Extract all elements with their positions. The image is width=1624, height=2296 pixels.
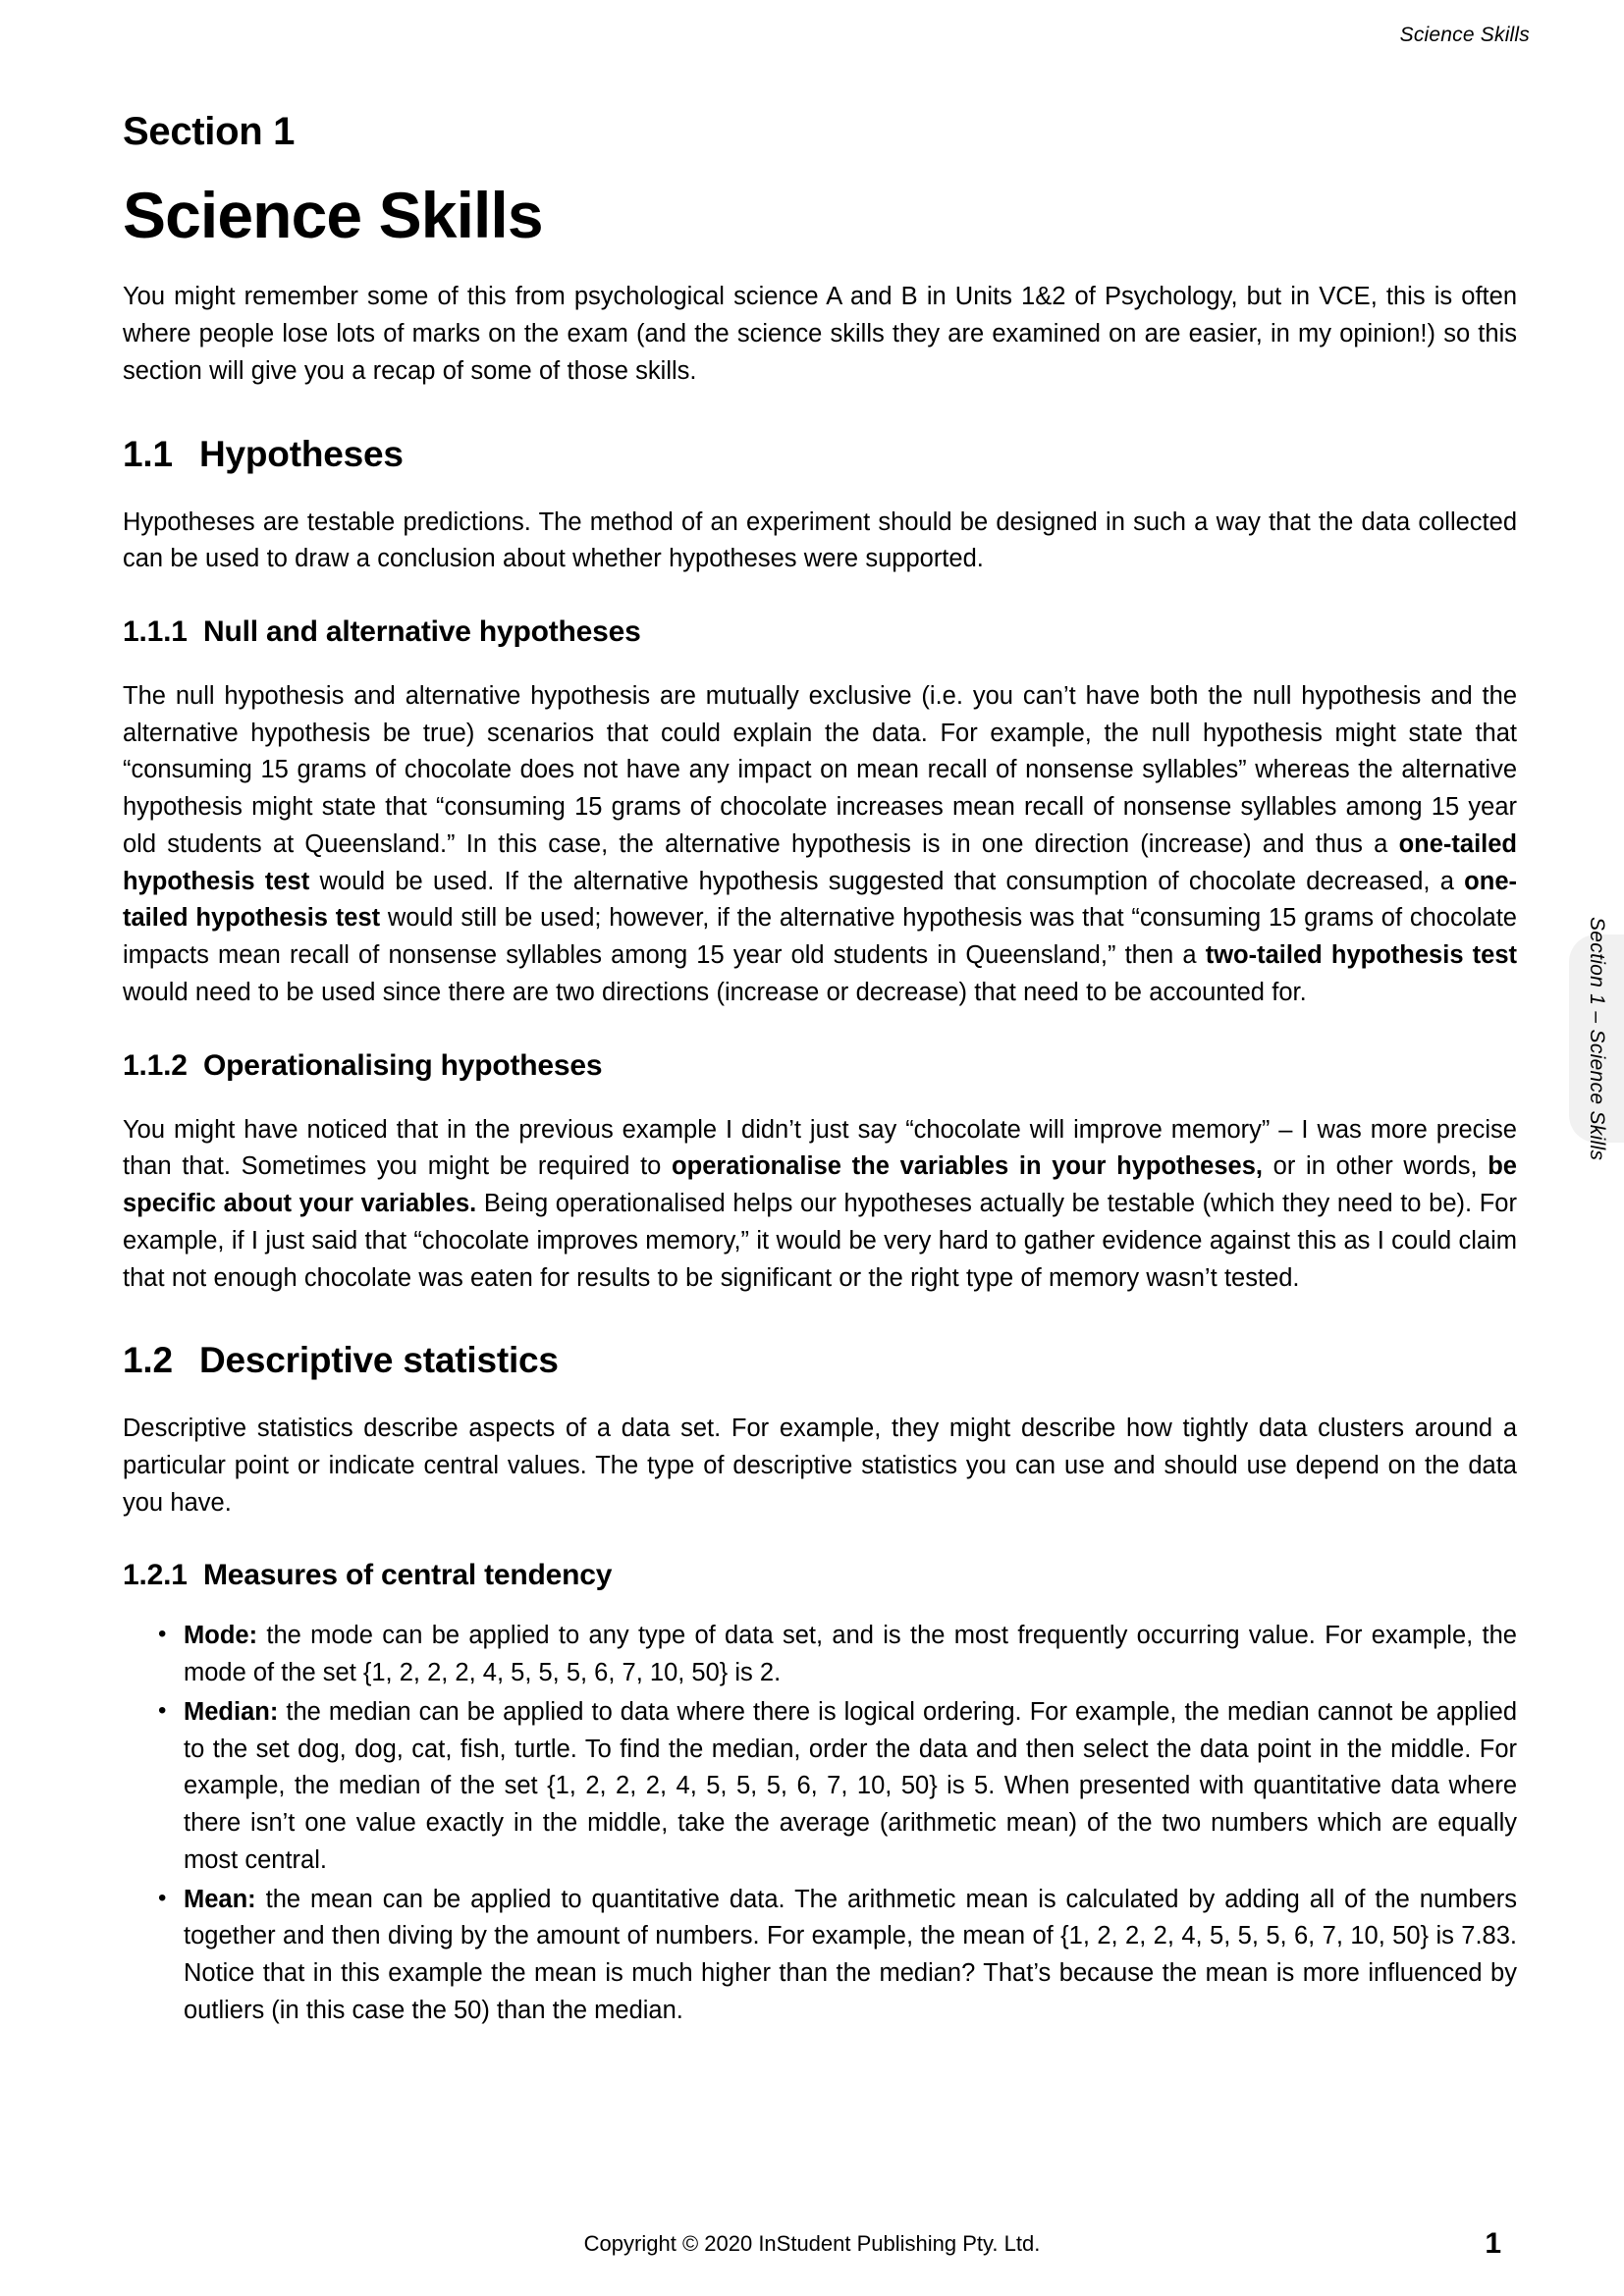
list-item [123, 1694, 1517, 1880]
list-item-term: Median: [184, 1697, 279, 1726]
copyright-notice: Copyright © 2020 InStudent Publishing Pty. Ltd. [583, 2231, 1041, 2256]
heading-1-2-1-text: Measures of central tendency [203, 1559, 613, 1592]
page-number: 1 [1485, 2227, 1501, 2260]
text-run: would be used. If the alternative hypothesis suggested that consumption of chocolate decreased, a [309, 867, 1465, 895]
page-footer [123, 2227, 1501, 2265]
running-header: Science Skills [1399, 24, 1530, 46]
heading-1-1 [123, 391, 1517, 475]
emphasis-two-tailed: two-tailed hypothesis test [1205, 941, 1518, 970]
emphasis-operationalise: operationalise the variables in your hypotheses, [672, 1152, 1263, 1181]
paragraph-1-1: Hypotheses are testable predictions. The method of an experiment should be designed in such a way that the data collected can be used to draw a conclusion about whether hypotheses were supported. [123, 507, 1517, 573]
list-item-text: the mean can be applied to quantitative data. The arithmetic mean is calculated by adding all of the numbers together and then diving by the amount of numbers. For example, the mean of {1, 2, 2, 2, 4, 5, 5, 5, 6, 7, 10, 50} is 7.83. Notice that in this example the mean is much higher than the median? That’s because the mean is more influenced by outliers (in this case the 50) than the median. [184, 1885, 1517, 2024]
heading-1-1-2-number: 1.1.2 [123, 1048, 188, 1082]
paragraph-1-2: Descriptive statistics describe aspects of a data set. For example, they might describe how tightly data clusters around a particular point or indicate central values. The type of descriptive statistics you can use and should use depend on the data you have. [123, 1415, 1517, 1517]
text-run: would need to be used since there are two directions (increase or decrease) that need to be accounted for. [123, 978, 1307, 1006]
heading-1-2-number: 1.2 [123, 1340, 173, 1381]
heading-1-2-1 [123, 1522, 1517, 1592]
page-title: Science Skills [123, 179, 543, 251]
heading-1-1-1 [123, 578, 1517, 649]
section-side-tab-label: Section 1 – Science Skills [1586, 916, 1608, 1161]
heading-1-1-2 [123, 1012, 1517, 1083]
emphasis-one-tailed-1: one-tailed hypothesis test [123, 829, 1517, 895]
section-side-tab [1569, 916, 1624, 1161]
emphasis-be-specific: be specific about your variables. [123, 1152, 1517, 1218]
text-run: Being operationalised helps our hypotheses actually be testable (which they need to be). For example, if I just said that “chocolate improves memory,” it would be very hard to gather evidence against this as I could claim that not enough chocolate was eaten for results to be significant or the right type of memory wasn’t tested. [123, 1190, 1517, 1292]
list-item [123, 1882, 1517, 2030]
heading-1-1-number: 1.1 [123, 433, 173, 474]
heading-1-2 [123, 1297, 1517, 1381]
text-run: The null hypothesis and alternative hypothesis are mutually exclusive (i.e. you can’t have both the null hypothesis and the alternative hypothesis be true) scenarios that could explain the data. For example, the null hypothesis might state that “consuming 15 grams of chocolate does not have any impact on mean recall of nonsense syllables” whereas the alternative hypothesis might state that “consuming 15 grams of chocolate increases mean recall of nonsense syllables among 15 year old students at Queensland.” In this case, the alternative hypothesis is in one direction (increase) and thus a [123, 681, 1517, 858]
heading-1-2-1-number: 1.2.1 [123, 1559, 188, 1592]
list-item [123, 1618, 1517, 1691]
central-tendency-list [123, 1592, 1517, 2029]
text-run: You might have noticed that in the previous example I didn’t just say “chocolate will improve memory” – I was more precise than that. Sometimes you might be required to [123, 1115, 1517, 1181]
section-label: Section 1 [123, 110, 296, 153]
list-item-term: Mean: [184, 1885, 256, 1913]
paragraph-1-1-2 [123, 1083, 1517, 1298]
list-item-text: the median can be applied to data where there is logical ordering. For example, the median cannot be applied to the set dog, dog, cat, fish, turtle. To find the median, order the data and then select the data point in the middle. For example, the median of the set {1, 2, 2, 2, 4, 5, 5, 5, 6, 7, 10, 50} is 5. When presented with quantitative data where there isn’t one value exactly in the middle, take the average (arithmetic mean) of the two numbers which are equally most central. [184, 1697, 1517, 1874]
list-item-term: Mode: [184, 1622, 258, 1650]
heading-1-2-text: Descriptive statistics [199, 1340, 559, 1381]
heading-1-1-1-number: 1.1.1 [123, 614, 188, 648]
page-content [123, 0, 1517, 2032]
emphasis-one-tailed-2: one-tailed hypothesis test [123, 867, 1517, 933]
intro-paragraph: You might remember some of this from psychological science A and B in Units 1&2 of Psychology, but in VCE, this is often where people lose lots of marks on the exam (and the science skills they are examined on are easier, in my opinion!) so this section will give you a recap of some of those skills. [123, 283, 1517, 385]
heading-1-1-text: Hypotheses [199, 433, 404, 474]
text-run: or in other words, [1262, 1152, 1489, 1181]
text-run: would still be used; however, if the alternative hypothesis was that “consuming 15 grams of chocolate impacts mean recall of nonsense syllables among 15 year old students in Queensland,” then a [123, 904, 1517, 970]
list-item-text: the mode can be applied to any type of data set, and is the most frequently occurring value. For example, the mode of the set {1, 2, 2, 2, 4, 5, 5, 5, 6, 7, 10, 50} is 2. [184, 1622, 1517, 1687]
heading-1-1-1-text: Null and alternative hypotheses [203, 614, 641, 648]
heading-1-1-2-text: Operationalising hypotheses [203, 1048, 603, 1082]
paragraph-1-1-1 [123, 649, 1517, 1012]
